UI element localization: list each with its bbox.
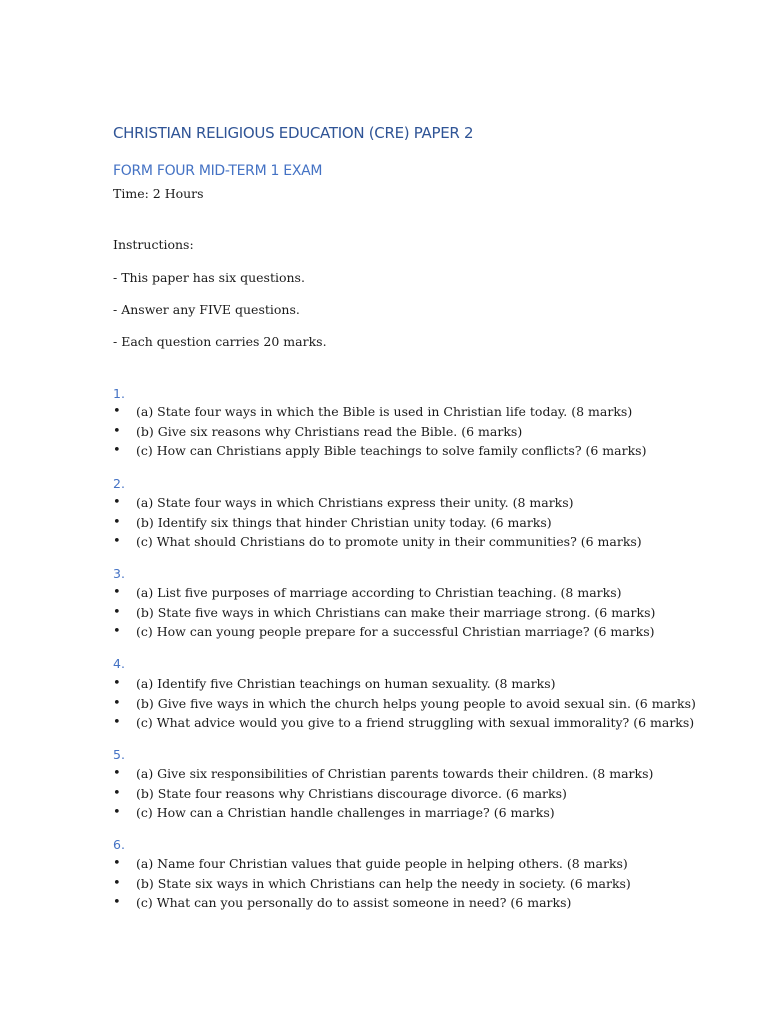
question-part-text: (b) State four reasons why Christians discourage divorce. (6 marks): [136, 785, 567, 801]
question-part-text: (b) Give five ways in which the church helps young people to avoid sexual sin. (6 marks): [136, 695, 696, 711]
question-part-text: (a) State four ways in which the Bible is used in Christian life today. (8 marks): [136, 404, 633, 419]
question-parts: [113, 674, 696, 733]
question-part: [113, 441, 646, 461]
bullet-icon: •: [113, 875, 121, 891]
question-parts: [113, 402, 646, 461]
question-part: [113, 874, 631, 894]
question-parts: [113, 493, 642, 552]
question-part-text: (a) List five purposes of marriage according to Christian teaching. (8 marks): [136, 585, 622, 600]
question-parts: [113, 583, 655, 642]
question-part: [113, 603, 655, 623]
question-part: [113, 803, 653, 823]
bullet-icon: •: [113, 514, 121, 530]
question-part-text: (a) Give six responsibilities of Christian parents towards their children. (8 marks): [136, 766, 654, 781]
question-part: [113, 532, 642, 552]
bullet-icon: •: [113, 585, 121, 600]
question-part-text: (c) What advice would you give to a friend struggling with sexual immorality? (6 marks): [136, 715, 695, 730]
question-part-text: (a) Identify five Christian teachings on human sexuality. (8 marks): [136, 676, 556, 691]
question-part-text: (c) What should Christians do to promote unity in their communities? (6 marks): [136, 534, 642, 549]
question-part-text: (b) State six ways in which Christians can help the needy in society. (6 marks): [136, 875, 631, 891]
bullet-icon: •: [113, 895, 121, 910]
question-part: [113, 622, 655, 642]
question-part: [113, 893, 631, 913]
question-part-text: (a) Name four Christian values that guide people in helping others. (8 marks): [136, 856, 628, 871]
instruction-item: - Answer any FIVE questions.: [113, 302, 300, 317]
question-parts: [113, 764, 653, 823]
question-part-text: (b) Identify six things that hinder Christian unity today. (6 marks): [136, 514, 552, 530]
bullet-icon: •: [113, 766, 121, 781]
question-number: 2.: [113, 476, 125, 491]
bullet-icon: •: [113, 624, 121, 639]
question-part-text: (c) What can you personally do to assist someone in need? (6 marks): [136, 895, 572, 910]
exam-duration: Time: 2 Hours: [113, 186, 204, 201]
question-part: [113, 694, 696, 714]
bullet-icon: •: [113, 495, 121, 510]
question-part-text: (c) How can young people prepare for a successful Christian marriage? (6 marks): [136, 624, 655, 639]
question-number: 6.: [113, 837, 125, 852]
question-part: [113, 402, 646, 422]
question-part-text: (b) Give six reasons why Christians read the Bible. (6 marks): [136, 423, 523, 439]
bullet-icon: •: [113, 534, 121, 549]
question-part-text: (c) How can a Christian handle challenges in marriage? (6 marks): [136, 805, 555, 820]
bullet-icon: •: [113, 856, 121, 871]
question-part: [113, 513, 642, 533]
question-number: 3.: [113, 566, 125, 581]
question-number: 4.: [113, 656, 125, 671]
paper-title: CHRISTIAN RELIGIOUS EDUCATION (CRE) PAPER 2: [113, 124, 474, 142]
bullet-icon: •: [113, 443, 121, 458]
bullet-icon: •: [113, 785, 121, 801]
question-part-text: (a) State four ways in which Christians express their unity. (8 marks): [136, 495, 574, 510]
bullet-icon: •: [113, 805, 121, 820]
question-number: 5.: [113, 747, 125, 762]
question-part: [113, 854, 631, 874]
bullet-icon: •: [113, 676, 121, 691]
question-part: [113, 583, 655, 603]
bullet-icon: •: [113, 715, 121, 730]
bullet-icon: •: [113, 404, 121, 419]
instruction-item: - Each question carries 20 marks.: [113, 334, 327, 349]
question-part: [113, 422, 646, 442]
question-number: 1.: [113, 386, 125, 401]
bullet-icon: •: [113, 695, 121, 711]
question-part: [113, 764, 653, 784]
instruction-item: - This paper has six questions.: [113, 270, 305, 285]
bullet-icon: •: [113, 423, 121, 439]
question-part: [113, 674, 696, 694]
question-part-text: (b) State five ways in which Christians can make their marriage strong. (6 marks): [136, 604, 656, 620]
instructions-heading: Instructions:: [113, 237, 194, 252]
question-part-text: (c) How can Christians apply Bible teachings to solve family conflicts? (6 marks): [136, 443, 647, 458]
question-part: [113, 713, 696, 733]
question-part: [113, 493, 642, 513]
question-parts: [113, 854, 631, 913]
question-part: [113, 784, 653, 804]
bullet-icon: •: [113, 604, 121, 620]
exam-subtitle: FORM FOUR MID-TERM 1 EXAM: [113, 163, 323, 179]
